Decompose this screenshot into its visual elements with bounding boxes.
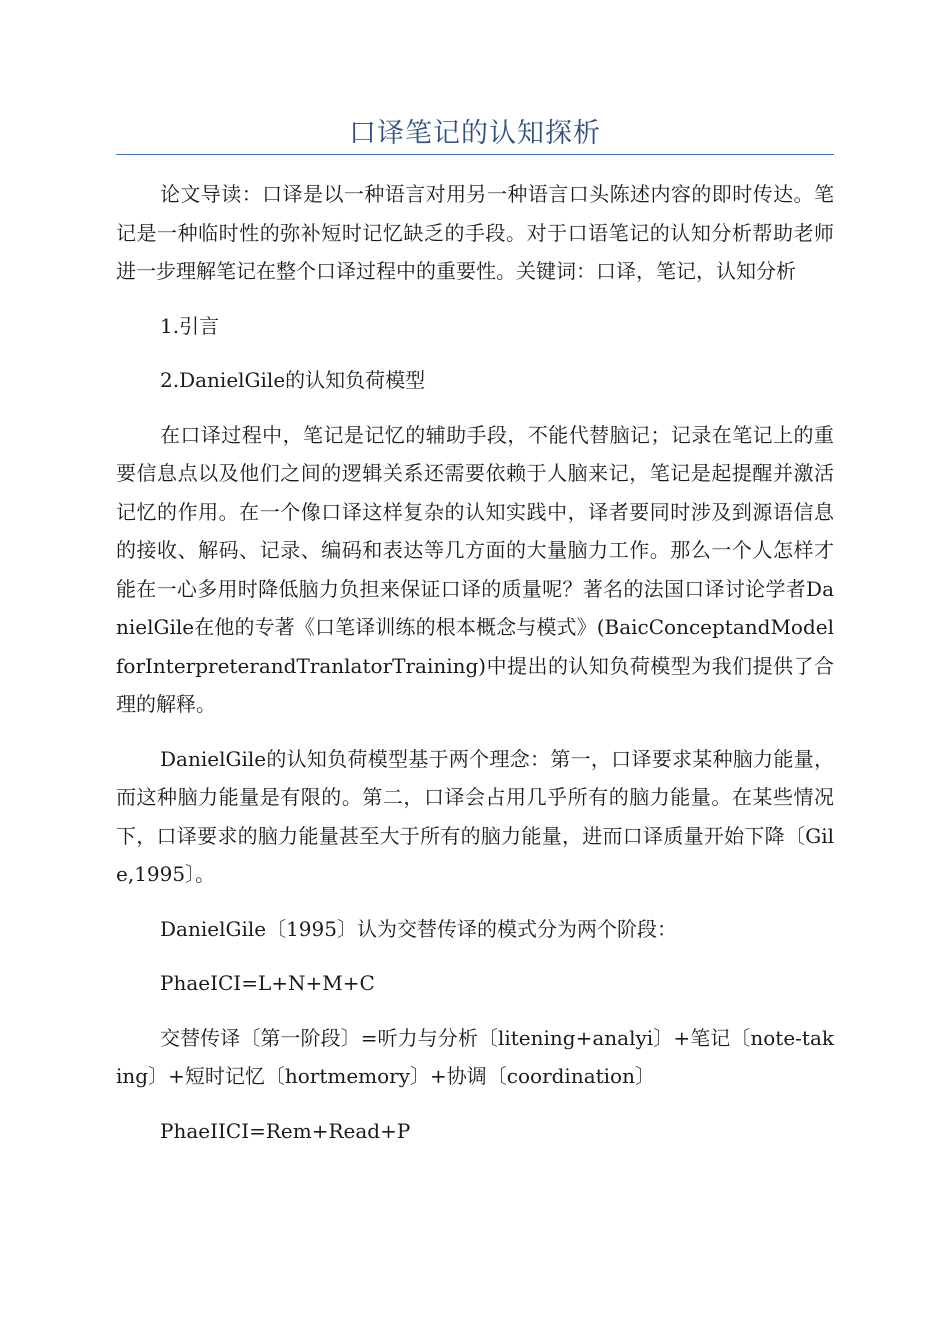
document-body	[116, 175, 834, 1166]
paragraph-heading-gile-model: 2.DanielGile的认知负荷模型	[160, 368, 426, 392]
paragraph-phase-one-explained: 交替传译〔第一阶段〕=听力与分析〔litening+analyi〕+笔记〔note-taking〕+短时记忆〔hortmemory〕+协调〔coordination〕	[116, 1025, 834, 1088]
formula-phase-one: PhaeICI=L+N+M+C	[160, 971, 375, 995]
title-underline	[116, 154, 834, 155]
formula-phase-two: PhaeIICI=Rem+Read+P	[160, 1118, 411, 1143]
paragraph-cognitive-load: DanielGile的认知负荷模型基于两个理念：第一，口译要求某种脑力能量，而这种脑力能量是有限的。第二，口译会占用几乎所有的脑力能量。在某些情况下，口译要求的脑力能量甚至大于所有的脑力能量，进而口译质量开始下降〔Gile,1995〕。	[116, 746, 834, 886]
paragraph-note-taking: 在口译过程中，笔记是记忆的辅助手段，不能代替脑记；记录在笔记上的重要信息点以及他们之间的逻辑关系还需要依赖于人脑来记，笔记是起提醒并激活记忆的作用。在一个像口译这样复杂的认知实践中，译者要同时涉及到源语信息的接收、解码、记录、编码和表达等几方面的大量脑力工作。那么一个人怎样才能在一心多用时降低脑力负担来保证口译的质量呢？著名的法国口译讨论学者DanielGile在他的专著《口笔译训练的根本概念与模式》(BaicConceptandModelforInterpreterandTranlatorTraining)中提出的认知负荷模型为我们提供了合理的解释。	[116, 422, 834, 716]
paragraph-two-phases: DanielGile〔1995〕认为交替传译的模式分为两个阶段：	[160, 916, 677, 941]
paragraph-heading-intro: 1.引言	[160, 313, 220, 338]
document-title: 口译笔记的认知探析	[349, 118, 601, 149]
paragraph-abstract: 论文导读：口译是以一种语言对用另一种语言口头陈述内容的即时传达。笔记是一种临时性的弥补短时记忆缺乏的手段。对于口语笔记的认知分析帮助老师进一步理解笔记在整个口译过程中的重要性。关键词：口译，笔记，认知分析	[116, 182, 834, 283]
